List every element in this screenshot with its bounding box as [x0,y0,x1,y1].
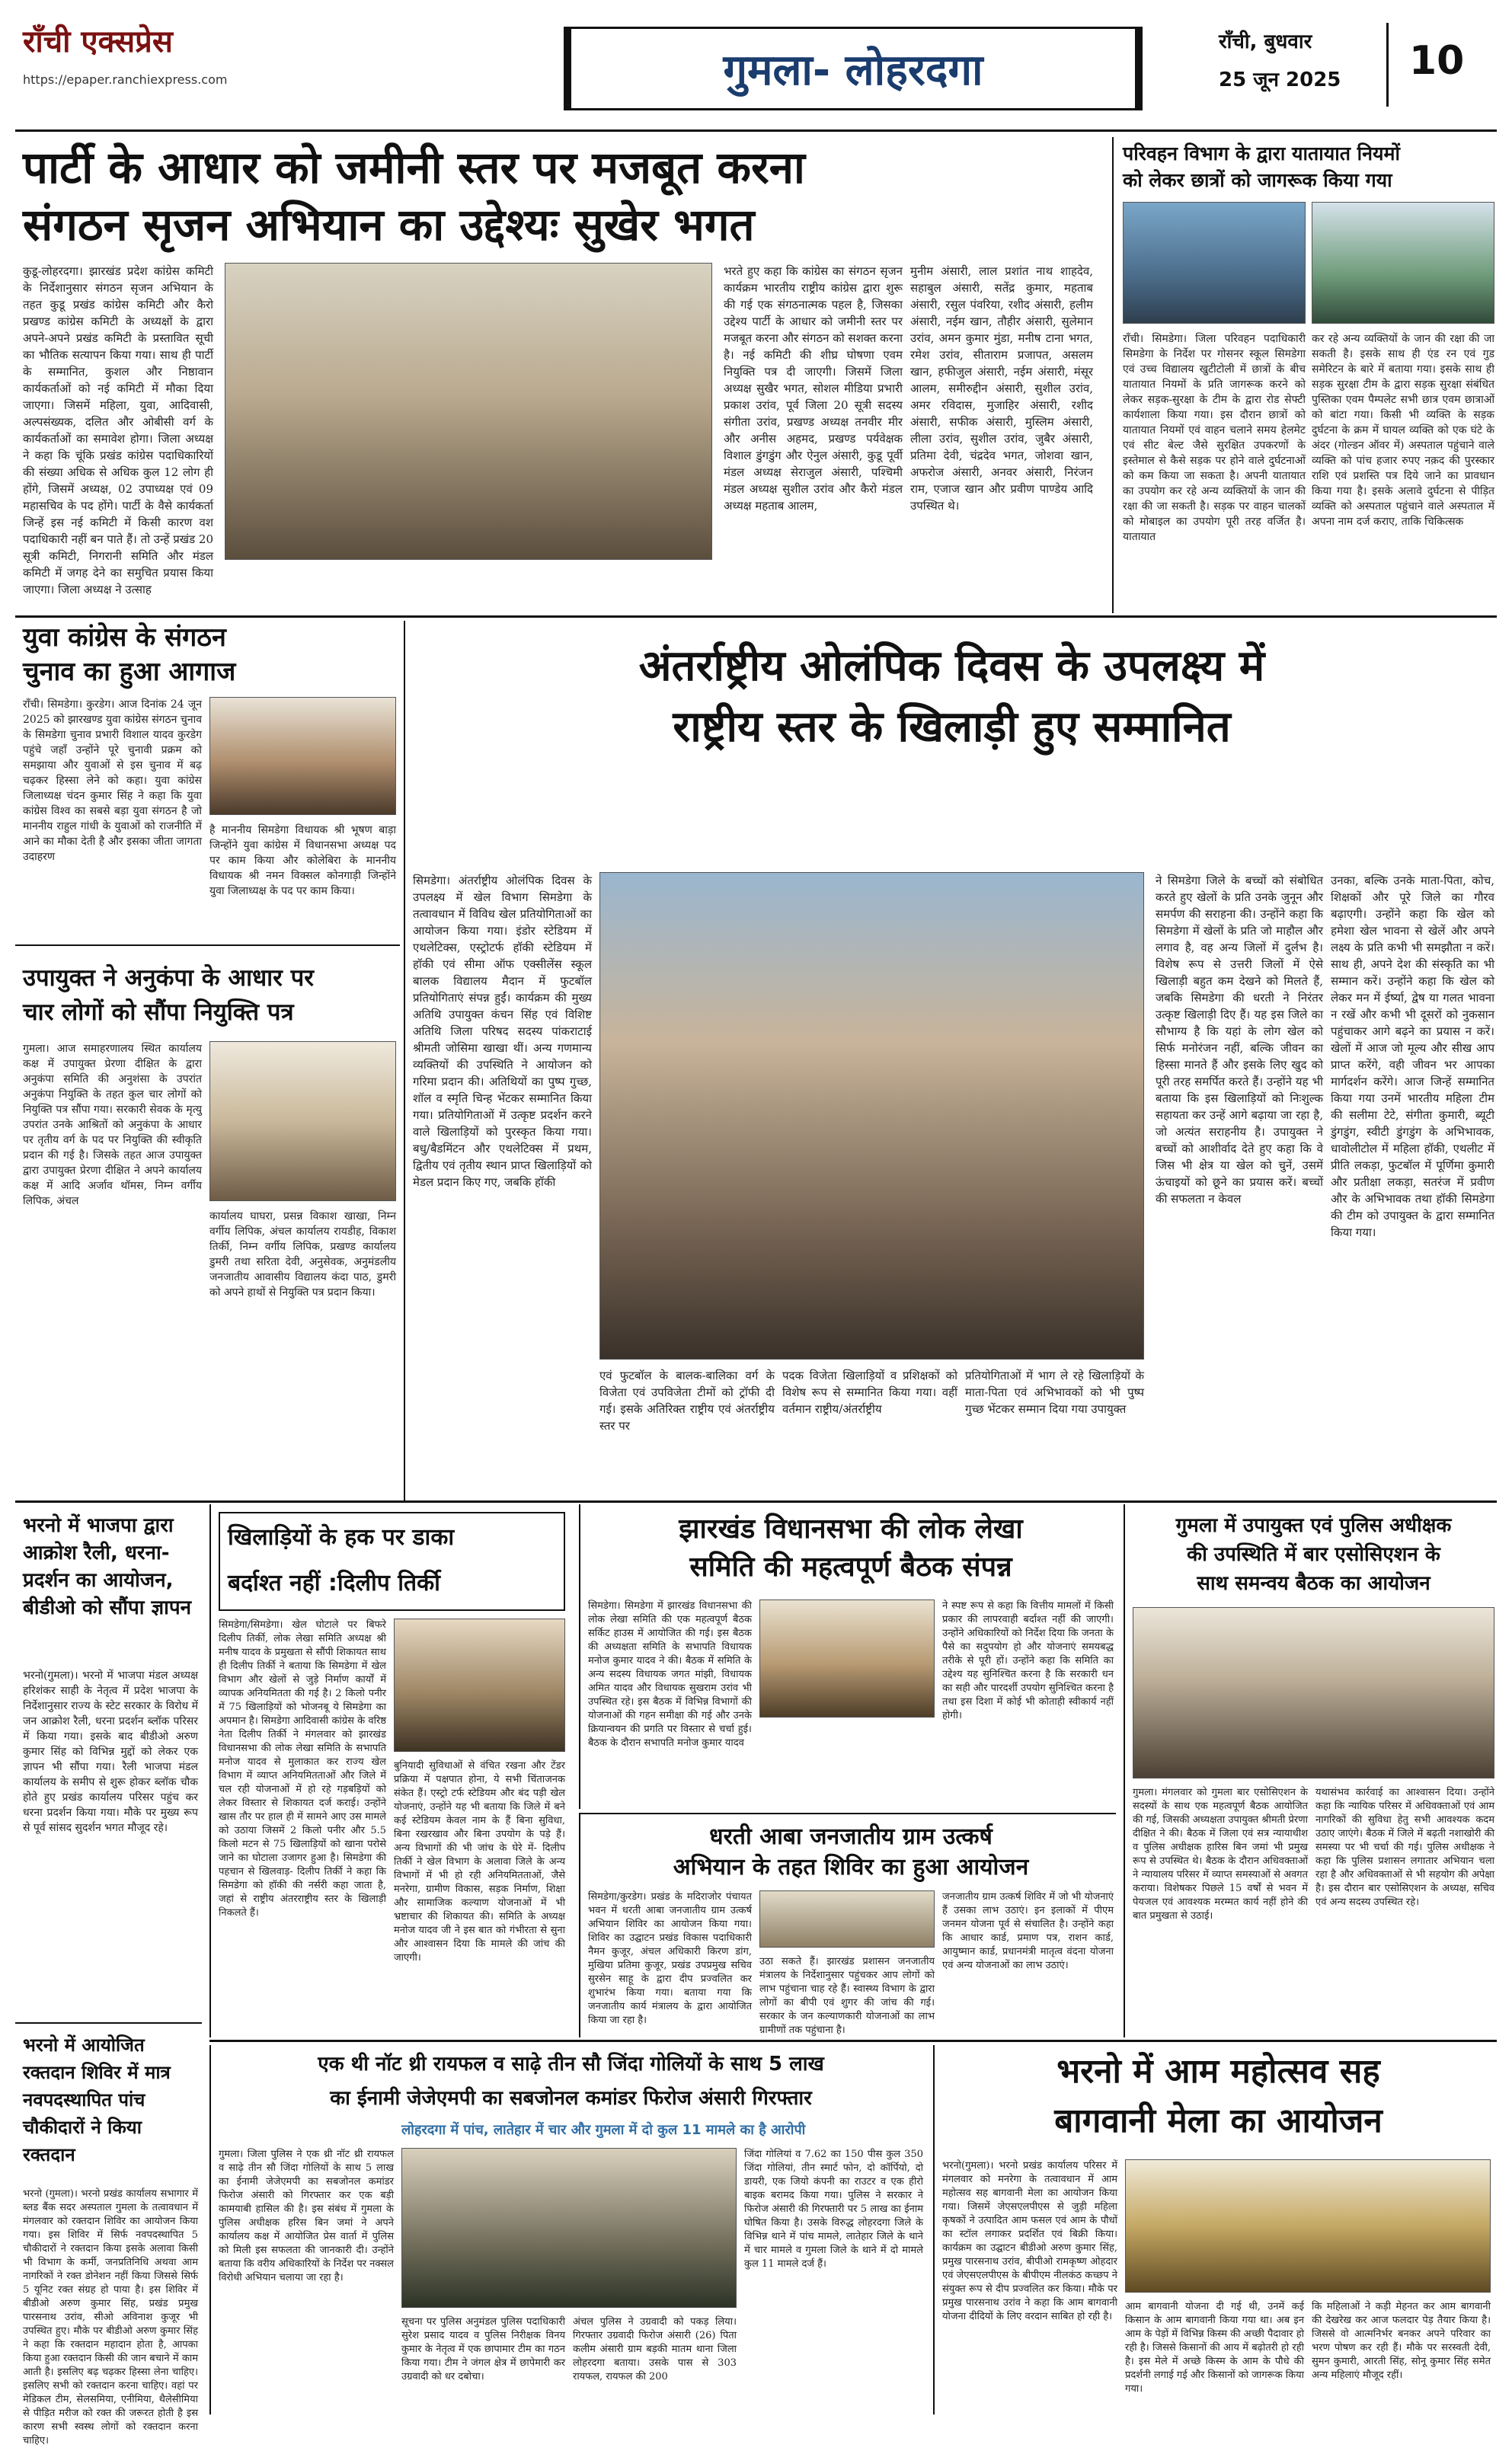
headline: चार लोगों को सौंपा नियुक्ति पत्र [23,999,294,1026]
article-youth-congress [15,621,400,941]
headline: एक थी नॉट थ्री रायफल व साढ़े तीन सौ जिंदा गोलियों के साथ 5 लाख [318,2053,824,2076]
headline: राष्ट्रीय स्तर के खिलाड़ी हुए सम्मानित [673,702,1231,752]
headline: गुमला में उपायुक्त एवं पुलिस अधीक्षक [1175,1514,1452,1537]
newspaper-logo: राँची एक्सप्रेस [23,24,173,59]
article-body: प्रतियोगिताओं में भाग ले रहे खिलाड़ियों के माता-पिता एवं अभिभावकों को भी पुष्प गुच्छ भेंटकर सम्मान दिया गया उपायुक्त [965,1369,1144,1416]
headline: भरनो में भाजपा द्वारा आक्रोश रैली, धरना-प्रदर्शन का आयोजन, बीडीओ को सौंपा ज्ञापन [23,1514,192,1619]
masthead-rule [15,129,1497,132]
section-rule [15,1500,1497,1503]
article-body: राँची। सिमडेगा। कुरडेग। आज दिनांक 24 जून 2025 को झारखण्ड युवा कांग्रेस संगठन चुनाव के सिमडेगा चुनाव प्रभारी विशाल यादव कुरडेग पहुंचे जहाँ उन्होंने पूरे चुनावी प्रक्रम को समझाया और युवाओं से इस चुनाव में बढ़ चढ़कर हिस्सा लेने को कहा। युवा कांग्रेस जिलाध्यक्ष चंदन कुमार सिंह ने कहा कि युवा कांग्रेस विश्व का सबसे बड़ा युवा संगठन है जो माननीय राहुल गांधी के युवाओं को राजनीति में आने का मौका देती है और इसका जीता जागता उदाहरण [23,698,202,863]
headline-box [219,1512,565,1611]
article-body: सूचना पर पुलिस अनुमंडल पुलिस पदाधिकारी सुरेश प्रसाद यादव व पुलिस निरीक्षक विनय कुमार के नेतृत्व में एक छापामार टीम का गठन किया गया। टीम ने जंगल क्षेत्र में छापेमारी कर उग्रवादी को धर दबोचा। [401,2316,565,2382]
article-appointment-letters [15,944,400,1500]
students-photo-1 [1123,202,1306,324]
headline: भरनो में आम महोत्सव सह [1056,2052,1380,2091]
article-body: कि महिलाओं ने कड़ी मेहनत कर आम बागवानी की देखरेख कर आज फलदार पेड़ तैयार किया है। जिससे वो आत्मनिर्भर बनकर अपने परिवार का भरण पोषण कर रही हैं। मौके पर सरस्वती देवी, सुमन कुमारी, आरती सिंह, सोनू कुमार सिंह समेत अन्य महिलाएं मौजूद रहीं। [1312,2301,1491,2381]
article-body: बुनियादी सुविधाओं से वंचित रखना और टेंडर प्रक्रिया में पक्षपात होना, ये सभी चिंताजनक संकेत हैं। एस्ट्रो टर्फ स्टेडियम और बंद पड़ी खेल योजनाएं, उन्होंने यह भी बताया कि जिले में बने कई स्टेडियम केवल नाम के हैं बिना सुविधा, बिना रखरखाव और बिना उपयोग के पड़े हैं। अन्य विभागों की भी जांच के घेरे में- दिलीप तिर्की ने खेल विभाग के अलावा जिले के अन्य विभागों में भी हो रही अनियमितताओं, जैसे मनरेगा, ग्रामीण विकास, सड़क निर्माण, शिक्षा और सामाजिक कल्याण योजनाओं में भी भ्रष्टाचार की शिकायत की। समिति के अध्यक्ष मनोज यादव जी ने इस बात को गंभीरता से सुना और आश्वासन दिया कि मामले की जांच की जाएगी। [394,1760,565,1964]
article-body: एवं फुटबॉल के बालक-बालिका वर्ग के विजेता एवं उपविजेता टीमों को ट्रॉफी दी गई। इसके अतिरिक्त राष्ट्रीय एवं अंतर्राष्ट्रीय स्तर पर [599,1369,775,1433]
article-body: ने स्पष्ट रूप से कहा कि वित्तीय मामलों में किसी प्रकार की लापरवाही बर्दाश्त नहीं की जाएगी। उन्होंने अधिकारियों को निर्देश दिया कि जनता के पैसे का सदुपयोग हो और योजनाएं समयबद्ध तरीके से पूरी हों। उन्होंने कहा कि समिति का उद्देश्य यह सुनिश्चित करना है कि सरकारी धन का सही और पारदर्शी उपयोग सुनिश्चित करना है तथा इस दिशा में कोई भी कोताही स्वीकार्य नहीं होगी। [942,1600,1114,1721]
headline: अंतर्राष्ट्रीय ओलंपिक दिवस के उपलक्ष्य में [638,641,1265,691]
headline: का ईनामी जेजेएमपी का सबजोनल कमांडर फिरोज अंसारी गिरफ्तार [330,2087,812,2110]
place-day: राँची, बुधवार [1219,30,1312,53]
masthead [0,0,1512,137]
kicker: लोहरदगा में पांच, लातेहार में चार और गुमला में दो कुल 11 मामले का है आरोपी [401,2122,806,2138]
students-photo-2 [1312,202,1494,324]
headline: उपायुक्त ने अनुकंपा के आधार पर [23,964,314,992]
article-bjp-rally [15,1504,202,2018]
section-rule [209,2040,1497,2042]
page-divider [1386,23,1389,107]
page-number: 10 [1409,38,1465,84]
headline: बागवानी मेला का आयोजन [1054,2101,1383,2140]
article-firoz-ansari-arrest [209,2045,925,2414]
article-body: गुमला। जिला पुलिस ने एक थ्री नॉट थ्री रायफल व साढ़े तीन सौ जिंदा गोलियों के साथ 5 लाख का ईनामी जेजेएमपी का सबजोनल कमांडर फिरोज अंसारी को गिरफ्तार कर एक बड़ी कामयाबी हासिल की है। इस संबंध में गुमला के पुलिस अधीक्षक हरिस बिन जमां ने अपने कार्यालय कक्ष में आयोजित प्रेस वार्ता में पुलिस को मिली इस सफलता की जानकारी दी। उन्होंने बताया कि वरीय अधिकारियों के निर्देश पर नक्सल विरोधी अभियान चलाया जा रहा है। [219,2149,394,2283]
section-banner [564,27,1143,110]
camp-photo [759,1890,935,1948]
article-body: कुडू-लोहरदगा। झारखंड प्रदेश कांग्रेस कमिटी के निर्देशानुसार संगठन सृजन अभियान के तहत कुडू प्रखंड कांग्रेस कमिटी और कैरो प्रखण्ड कांग्रेस कमिटी के अध्यक्षों के द्वारा अपने-अपने प्रखंड कमिटी के प्रस्तावित सूची का भौतिक सत्यापन किया गया। साथ ही पार्टी के सम्मानित, कुशल और निष्ठावान कार्यकर्ताओं को नई कमिटी में मौका दिया जाएगा। जिसमें महिला, युवा, आदिवासी, अल्पसंख्यक, दलित और ओबीसी वर्ग के कार्यकर्ताओं का समावेश होगा। जिला अध्यक्ष ने कहा कि चूंकि प्रखंड कांग्रेस पदाधिकारियों की संख्या अधिक से अधिक कुल 12 लोग ही होंगे, जिसमें अध्यक्ष, 02 उपाध्यक्ष एवं 09 महासचिव के पद होंगे। पार्टी के वैसे कार्यकर्ता जिन्हें इस नई कमिटी में किसी कारण वश पदाधिकारी नहीं बन पाते हैं। तो उन्हें प्रखंड 20 सूत्री कमिटी, निगरानी समिति और मंडल कमिटी में जगह देने का समुचित प्रयास किया जाएगा। जिला अध्यक्ष ने उत्साह [23,264,213,596]
office-photo [209,1041,396,1201]
headline: बर्दाश्त नहीं :दिलीप तिर्की [228,1570,440,1596]
headline: समिति की महत्वपूर्ण बैठक संपन्न [689,1552,1012,1583]
headline: खिलाड़ियों के हक पर डाका [228,1524,455,1551]
felicitation-photo [599,872,1144,1360]
article-body: सिमडेगा/सिमडेगा। खेल घोटाले पर बिफरे दिलीप तिर्की, लोक लेखा समिति अध्यक्ष श्री मनीष यादव के प्रमुखता से सौंपी शिकायत साथ ही दिलीप तिर्की ने बताया कि सिमडेगा में खेल विभाग और खेलों से जुड़े निर्माण कार्यों में व्यापक अनियमितता की गई है। 2 किलो पनीर में 75 खिलाड़ियों को भोजनबू ये सिमडेगा का अपमान है। सिमडेगा आदिवासी कांग्रेस के वरिष्ठ नेता दिलीप तिर्की ने मंगलवार को झारखंड विधानसभा की लोक लेखा समिति के सभापति मनोज यादव से मुलाकात कर राज्य खेल विभाग में व्याप्त अनियमितताओं और जिले में चल रही योजनाओं में हो रहे गड़बड़ियों को लेकर विस्तार से शिकायत दर्ज कराई। उन्होंने खास तौर पर हाल ही में सामने आए उस मामले को उठाया जिसमें 2 किलो पनीर और 5.5 किलो मटन से 75 खिलाड़ियों को खाना परोसे जाने का घोटाला उजागर हुआ है। सिमडेगा की पहचान से खिलवाड़- दिलीप तिर्की ने कहा कि सिमडेगा को हॉकी की नर्सरी कहा जाता है, जहां से राष्ट्रीय अंतरराष्ट्रीय स्तर के खिलाड़ी निकलते हैं। [219,1619,386,1919]
headline: झारखंड विधानसभा की लोक लेखा [679,1513,1023,1545]
article-body: ने सिमडेगा जिले के बच्चों को संबोधित करते हुए खेलों के प्रति उनके जुनून और समर्पण की सराहना की। उन्होंने कहा कि सिमडेगा में खेलों के प्रति जो माहौल और लगाव है, वह अन्य जिलों में दुर्लभ है। विशेष रूप से उत्तरी जिलों में ऐसे खिलाड़ी बहुत कम देखने को मिलते हैं, जबकि सिमडेगा की धरती ने निरंतर उत्कृष्ट खिलाड़ी दिए हैं। यह इस जिले का सौभाग्य है कि यहां के लोग खेल को सिर्फ मनोरंजन नहीं, बल्कि जीवन का हिस्सा मानते हैं और इसके लिए खुद को पूरी तरह समर्पित करते हैं। उन्होंने यह भी बताया कि इस खिलाड़ियों को निःशुल्क सहायता कर उन्हें आगे बढ़ाया जा रहा है, जो अत्यंत सराहनीय है। उपायुक्त ने बच्चों को आशीर्वाद देते हुए कहा कि वे जिस भी क्षेत्र या खेल को चुनें, उसमें ऊंचाइयों को छूने का प्रयास करें। बच्चों की सफलता न केवल [1156,874,1323,1206]
mango-stall-photo [1125,2159,1491,2293]
article-body: भरनो (गुमला)। भरनो प्रखंड कार्यालय सभागार में ब्लड बैंक सदर अस्पताल गुमला के तत्वावधान में मंगलवार को रक्तदान शिविर का आयोजन किया गया। इस शिविर में सिर्फ नवपदस्थापित 5 चौकीदारों ने रक्तदान किया इसके अलावा किसी भी विभाग के कर्मी, जनप्रतिनिधि अथवा आम नागरिकों ने रक्त डोनेशन नहीं किया जिससे सिर्फ 5 यूनिट रक्त संग्रह हो पाया है। इस शिविर में बीडीओ अरुण कुमार सिंह, प्रखंड प्रमुख पारसनाथ उरांव, सीओ अविनाश कुजूर भी उपस्थित हुए। मौके पर बीडीओ अरुण कुमार सिंह ने कहा कि रक्तदान महादान होता है, आपका किया हुआ रक्तदान किसी की जान बचाने में काम आती है। इसलिए बढ़ चढ़कर हिस्सा लेना चाहिए। इसलिए सभी को रक्तदान करना चाहिए। वहां पर मेडिकल टीम, सेलसमिया, एनीमिया, थैलेसीमिया से पीड़ित मरीज को रक्त की जरूरत होती है इस कारण सभी स्वस्थ लोगों को रक्तदान करना चाहिए। [23,2188,198,2446]
headline: चुनाव का हुआ आगाज [23,657,236,687]
article-body: कार्यालय घाघरा, प्रसन्न विकाश खाखा, निम्न वर्गीय लिपिक, अंचल कार्यालय रायडीह, विकाश तिर्की, निम्न वर्गीय लिपिक, प्रखण्ड कार्यालय डुमरी तथा सरिता देवी, अनुसेवक, अनुमंडलीय जनजातीय आवासीय विद्यालय कंदा पाठ, डुमरी को अपने हाथों से नियुक्ति पत्र प्रदान किया। [209,1210,396,1299]
headline: धरती आबा जनजातीय ग्राम उत्कर्ष [709,1823,993,1850]
section-title: गुमला- लोहरदगा [723,46,983,95]
headline: संगठन सृजन अभियान का उद्देश्यः सुखेर भगत [23,199,755,251]
article-body: आम बागवानी योजना दी गई थी, उनमें कई किसान के आम बागवानी किया गया था। अब इन आम के पेड़ों में विभिन्न किस्म की अच्छी पैदावार हो रही है। जिससे किसानों की आय में बढ़ोतरी हो रही है। इस मेले में अच्छे किस्म के आम के पौधे की प्रदर्शनी लगाई गई और किसानों को जागरूक किया गया। [1125,2301,1304,2395]
article-dilip-tirkey [209,1504,571,2037]
article-body: उठा सकते हैं। झारखंड प्रशासन जनजातीय मंत्रालय के निर्देशानुसार पहुंचकर आप लोगों को लाभ पहुंचाना चाह रहे हैं। स्वास्थ्य विभाग के द्वारा लोगों का बीपी एवं शुगर की जांच की गई। सरकार के जन कल्याणकारी योजनाओं का लाभ ग्रामीणों तक पहुंचाना है। [759,1956,935,2036]
article-body: गुमला। मंगलवार को गुमला बार एसोसिएशन के सदस्यों के साथ एक महत्वपूर्ण बैठक आयोजित की गई, जिसकी अध्यक्षता उपायुक्त श्रीमती प्रेरणा दीक्षित ने की। बैठक में जिला एवं सत्र न्यायाधीश व पुलिस अधीक्षक हारिस बिन जमां भी प्रमुख रूप से उपस्थित थे। बैठक के दौरान अधिवक्ताओं ने न्यायालय परिसर में व्याप्त समस्याओं से अवगत कराया। विशेषकर पिछले 15 वर्षों से भवन में पेयजल एवं आवश्यक मरम्मत कार्य नहीं होने की बात प्रमुखता से उठाई। [1133,1787,1308,1922]
site-url[interactable]: https://epaper.ranchiexpress.com [23,72,228,87]
article-public-accounts-committee [579,1504,1116,1809]
issue-date: 25 जून 2025 [1219,69,1341,91]
article-body: कर रहे अन्य व्यक्तियों के जान की रक्षा की जा सकती है। इसके साथ ही एंड रन एवं गुड समेरिटन के बारे में बताया गया। इसके साथ ही सड़क सुरक्षा टीम के द्वारा सड़क सुरक्षा संबंधित पुस्तिका एवम पैम्पलेट सभी छात्र एवम छात्राओं को बांटा गया। किसी भी व्यक्ति के सड़क दुर्घटना के क्रम में घायल व्यक्ति को एक घंटे के अंदर (गोल्डन ऑवर में) अस्पताल पहुंचाने वाले व्यक्ति को पांच हजार रुपए नक़द की पुरस्कार राशि एवं प्रशस्ति पत्र दिये जाने का प्रावधान किया गया है। इसके अलावे दुर्घटना से पीड़ित व्यक्ति को अस्पताल पहुंचाने वाले अस्पताल में अपना नाम दर्ज कराए, ताकि चिकित्सक [1312,333,1494,528]
headline: साथ समन्वय बैठक का आयोजन [1197,1572,1430,1595]
article-body: भरनो(गुमला)। भरनो में भाजपा मंडल अध्यक्ष हरिशंकर साही के नेतृत्व में प्रदेश भाजपा के निर्देशानुसार राज्य के स्टेट सरकार के विरोध में जन आक्रोश रैली, धरना प्रदर्शन ब्लॉक परिसर में किया गया। इसके बाद बीडीओ अरुण कुमार सिंह को विभिन्न मुद्दों को लेकर एक ज्ञापन भी सौंपा गया। रैली भाजपा मंडल कार्यालय के समीप से शुरू होकर ब्लॉक चौक होते हुए प्रखंड कार्यालय परिसर पहुंच कर धरना प्रदर्शन किया गया। मौके पर मुख्य रूप से पूर्व सांसद सुदर्शन भगत मौजूद रहे। [23,1670,198,1834]
article-olympic-day [404,621,1497,1500]
article-body: अंचल पुलिस ने उग्रवादी को पकड़ लिया। गिरफ्तार उग्रवादी फिरोज अंसारी (26) पिता कलीम अंसारी ग्राम बड़की मातम थाना जिला लोहरदगा बताया। उसके पास से 303 रायफल, रायफल की 200 [573,2316,737,2382]
article-blood-donation [15,2022,202,2446]
bar-meeting-photo [1133,1607,1494,1778]
article-body: मुनीम अंसारी, लाल प्रशांत नाथ शाहदेव, सहाबुल अंसारी, सतेंद्र कुमार, महताब अंसारी, रसुल पंवरिया, रशीद अंसारी, हलीम अंसारी, नईम खान, तौहीर अंसारी, सुलेमान उरांव, अमन कुमार मुंडा, मनीष टाना भगत, रमेश उरांव, सीताराम प्रजापत, असलम खान, हफीजुल अंसारी, नईम अंसारी, मंसूर आलम, समीरुद्दीन अंसारी, सुशील उरांव, अमर रविदास, मुजाहिर अंसारी, रशीद अंसारी, सफीक अंसारी, मुस्लिम अंसारी, लीला उरांव, सुशील उरांव, जुबैर अंसारी, प्रतिमा देवी, चंद्रदेव भगत, जोशवा खान, अफरोज अंसारी, अनवर अंसारी, निरंजन राम, एजाज खान और प्रवीण पाण्डेय आदि उपस्थित थे। [910,264,1093,513]
article-mango-festival [933,2045,1497,2414]
article-body: भरनो(गुमला)। भरनो प्रखंड कार्यालय परिसर में मंगलवार को मनरेगा के तत्वावधान में आम महोत्सव सह बागवानी मेला का आयोजन किया गया। जिसमें जेएसएलपीएस से जुड़ी महिला कृषकों ने उत्पादित आम फसल एवं आम के पौधों का स्टॉल लगाकर प्रदर्शित एवं बिक्री किया। कार्यक्रम का उद्घाटन बीडीओ अरुण कुमार सिंह, प्रमुख पारसनाथ उरांव, बीपीओ रामकृष्ण ओहदार एवं जेएसएलपीएस के बीपीएम नीलकंठ कच्छप ने संयुक्त रूप से दीप प्रज्वलित कर किया। मौके पर प्रमुख पारसनाथ उरांव ने कहा कि आम बागवानी योजना दीदियों के लिए वरदान साबित हो रही है। [942,2160,1117,2322]
article-body: सिमडेगा। अंतर्राष्ट्रीय ओलंपिक दिवस के उपलक्ष्य में खेल विभाग सिमडेगा के तत्वावधान में विविध खेल प्रतियोगिताओं का आयोजन किया गया। इंडोर स्टेडियम में एथलेटिक्स, एस्ट्रोटर्फ हॉकी स्टेडियम में हॉकी एवं सीमा ऑफ एक्सीलेंस स्कूल बालक विद्यालय मैदान में फुटबॉल प्रतियोगिताएं संपन्न हुईं। कार्यक्रम की मुख्य अतिथि उपायुक्त कंचन सिंह एवं विशिष्ट अतिथि जिला परिषद सदस्य पांकराटाई श्रीमती जोसिमा खाखा थीं। अन्य गणमान्य व्यक्तियों की उपस्थिति ने आयोजन को गरिमा प्रदान की। अतिथियों का पुष्प गुच्छ, शॉल व स्मृति चिन्ह भेंटकर सम्मानित किया गया। प्रतियोगिताओं में उत्कृष्ट प्रदर्शन करने वाले खिलाड़ियों को पुरस्कृत किया गया। बधु/बैडमिंटन और एथलेटिक्स में प्रथम, द्वितीय एवं तृतीय स्थान प्राप्त खिलाड़ियों को मेडल प्रदान किए गए, जबकि हॉकी [413,874,592,1189]
article-body: गुमला। आज समाहरणालय स्थित कार्यालय कक्ष में उपायुक्त प्रेरणा दीक्षित के द्वारा अनुकंपा समिति की अनुशंसा के उपरांत अनुकंपा नियुक्ति के तहत कुल चार लोगों को नियुक्ति पत्र सौंपा गया। सरकारी सेवक के मृत्यु उपरांत उनके आश्रितों को अनुकंपा के आधार पर तृतीय वर्ग के पद पर नियुक्ति की स्वीकृति प्रदान की गई है। जिसके तहत आज उपायुक्त द्वारा उपायुक्त प्रेरणा दीक्षित ने अपने कार्यालय कक्ष में आदि अर्जाव थॉमस, निम्न वर्गीय लिपिक, अंचल [23,1043,202,1207]
article-sangathan [15,137,1097,613]
meeting-photo [394,1619,565,1752]
article-body: जनजातीय ग्राम उत्कर्ष शिविर में जो भी योजनाएं हैं उसका लाभ उठाएं। इन इलाकों में पीएम जनमन योजना पूर्व से संचालित है। उन्होंने कहा कि आधार कार्ड, प्रमाण पत्र, राशन कार्ड, आयुष्मान कार्ड, प्रधानमंत्री मातृत्व वंदना योजना एवं अन्य योजनाओं का लाभ उठाएं। [942,1891,1114,1971]
article-body: भरते हुए कहा कि कांग्रेस का संगठन सृजन कार्यक्रम भारतीय राष्ट्रीय कांग्रेस द्वारा शुरू की गई एक संगठनात्मक पहल है, जिसका उद्देश्य पार्टी के आधार को जमीनी स्तर पर मजबूत करना और संगठन को सशक्त करना है। नई कमिटी की शीघ्र घोषणा एवम नियुक्ति पत्र दी जाएगी। जिसमें जिला अध्यक्ष सुखैर भगत, सोशल मीडिया प्रभारी प्रकाश उरांव, पूर्व जिला 20 सूत्री सदस्य संगीता उरांव, प्रखण्ड अध्यक्ष तनवीर मीर और अनीस अहमद, प्रखण्ड पर्यवेक्षक विशाल डुंगडुंग और ऐनुल अंसारी, कुडू पूर्वी मंडल अध्यक्ष सेराजुल अंसारी, पश्चिमी मंडल अध्यक्ष सुशील उरांव और कैरो मंडल अध्यक्ष महताब आलम, [724,264,903,513]
headline: को लेकर छात्रों को जागरूक किया गया [1123,169,1392,191]
article-traffic-awareness [1112,137,1497,613]
headline: परिवहन विभाग के द्वारा यातायात नियमों [1123,142,1400,165]
headline: भरनो में आयोजित रक्तदान शिविर में मात्र नवपदस्थापित पांच चौकीदारों ने किया रक्तदान [23,2034,171,2165]
article-body: उनका, बल्कि उनके माता-पिता, कोच, शिक्षकों और पूरे जिले का गौरव बढ़ाएगी। उन्होंने कहा कि खेल को हमेशा खेल भावना से खेलें और अपने लक्ष्य के प्रति कभी भी समझौता न करें। साथ ही, अपने देश की संस्कृति का भी सम्मान करें। उन्होंने कहा कि खेल को लेकर मन में ईर्ष्या, द्वेष या गलत भावना न रखें और कभी भी दूसरों को नुकसान पहुंचाकर आगे बढ़ने का प्रयास न करें। खेलों में आज जो मूल्य और सीख आप प्राप्त करेंगे, वही जीवन भर आपका मार्गदर्शन करेंगे। आज जिन्हें सम्मानित किया गया उनमें भारतीय महिला टीम की सलीमा टेटे, संगीता कुमारी, ब्यूटी डुंगडुंग, स्वीटी डुंगडुंग के अभिभावक, धावोलीटोल में महिला हॉकी, एथलीट में प्रीति लकड़ा, फुटबॉल में पूर्णिमा कुमारी और प्रतीक्षा लकड़ा, सतरंज में प्रवीण और के अभिभावक तथा हॉकी सिमडेगा की टीम को उपायुक्त के द्वारा सम्मानित किया गया। [1331,874,1494,1239]
article-bar-association [1124,1504,1497,2037]
article-body: पदक विजेता खिलाड़ियों व प्रशिक्षकों को विशेष रूप से सम्मानित किया गया। वहीं वर्तमान राष्ट्रीय/अंतर्राष्ट्रीय [782,1369,957,1416]
article-dharti-aba-camp [579,1813,1116,2037]
youth-group-photo [209,697,396,815]
article-body: राँची। सिमडेगा। जिला परिवहन पदाधिकारी सिमडेगा के निर्देश पर गोसनर स्कूल सिमडेगा एवं उच्च विद्यालय खुटीटोली में छात्रों के बीच यातायात नियमों के प्रति जागरूक करने को लेकर सड़क-सुरक्षा के टीम के द्वारा रोड सेफ्टी कार्यशाला किया गया। इस दौरान छात्रों को यातायात नियमों एवं वाहन चलाने समय हेलमेट एवं सीट बेल्ट जैसे सुरक्षित उपकरणों के इस्तेमाल से कैसे सड़क पर होने वाले दुर्घटनाओं को कम किया जा सकता है। अपनी यातायात का उपयोग कर रहे अन्य व्यक्तियों के जान की रक्षा की जा सकती है। सड़क पर वाहन चालकों को मोबाइल का उपयोग पूरी तरह वर्जित है। यातायात [1123,333,1306,543]
meeting-photo [225,263,712,560]
article-body: सिमडेगा/कुरडेग। प्रखंड के मदिराजोर पंचायत भवन में धरती आबा जनजातीय ग्राम उत्कर्ष अभियान शिविर का आयोजन किया गया। शिविर का उद्घाटन प्रखंड विकास पदाधिकारी नैमन कुजूर, अंचल अधिकारी किरण डांग, मुखिया प्रतिमा कुजूर, प्रखंड उपप्रमुख सचिव सुरसेन साहू के द्वारा दीप प्रज्वलित कर शुभारंभ किया गया। बताया गया कि जनजातीय कार्य मंत्रालय के द्वारा आयोजित किया जा रहा है। [588,1891,752,2026]
arrest-press-photo [401,2148,737,2308]
headline: की उपस्थिति में बार एसोसिएशन के [1187,1543,1440,1566]
article-body: सिमडेगा। सिमडेगा में झारखंड विधानसभा की लोक लेखा समिति की एक महत्वपूर्ण बैठक सर्किट हाउस में आयोजित की गई। इस बैठक की अध्यक्षता समिति के सभापति विधायक मनोज कुमार यादव ने की। बैठक में समिति के अन्य सदस्य विधायक जगत मांझी, विधायक अमित यादव और विधायक सुखराम उरांव भी उपस्थित रहे। इस बैठक में विभिन्न विभागों की योजनाओं की गहन समीक्षा की गई और उनके क्रियान्वयन की प्रगति पर विस्तार से चर्चा हुई। बैठक के दौरान सभापति मनोज कुमार यादव [588,1600,752,1749]
article-body: है माननीय सिमडेगा विधायक श्री भूषण बाड़ा जिन्होंने युवा कांग्रेस में विधानसभा अध्यक्ष पद पर काम किया और कोलेबिरा के माननीय विधायक श्री नमन विक्सल कोनगाड़ी जिन्होंने युवा जिलाध्यक्ष के पद पर काम किया। [209,824,396,897]
article-body: यथासंभव कार्रवाई का आश्वासन दिया। उन्होंने कहा कि न्यायिक परिसर में अधिवक्ताओं एवं आम नागरिकों की सुविधा हेतु सभी आवश्यक कदम उठाए जाएंगे। बैठक में जिले में बढ़ती नशाखोरी की समस्या पर भी चर्चा की गई। पुलिस अधीक्षक ने कहा कि पुलिस प्रशासन लगातार अभियान चला रहा है और अधिवक्ताओं से भी सहयोग की अपेक्षा है। इस दौरान बार एसोसिएशन के अध्यक्ष, सचिव एवं अन्य सदस्य उपस्थित रहे। [1315,1787,1494,1908]
section-rule [15,615,1497,618]
headline: पार्टी के आधार को जमीनी स्तर पर मजबूत करना [23,142,805,193]
headline: अभियान के तहत शिविर का हुआ आयोजन [673,1854,1029,1881]
headline: युवा कांग्रेस के संगठन [23,622,226,653]
article-body: जिंदा गोलियां व 7.62 का 150 पीस कुल 350 जिंदा गोलियां, तीन स्मार्ट फोन, दो कॉर्पियो, दो डायरी, एक जियो कंपनी का राउटर व एक हीरो बाइक बरामद किया गया। पुलिस ने सरकार ने फिरोज अंसारी की गिरफ्तारी पर 5 लाख का ईनाम घोषित किया है। उसके विरुद्ध लोहरदगा जिले के विभिन्न थाने में पांच मामले, लातेहार जिले के थाने में चार मामले व गुमला जिले के थाने में दो मामले कुल 11 मामले दर्ज हैं। [744,2149,923,2270]
committee-photo [759,1600,935,1718]
